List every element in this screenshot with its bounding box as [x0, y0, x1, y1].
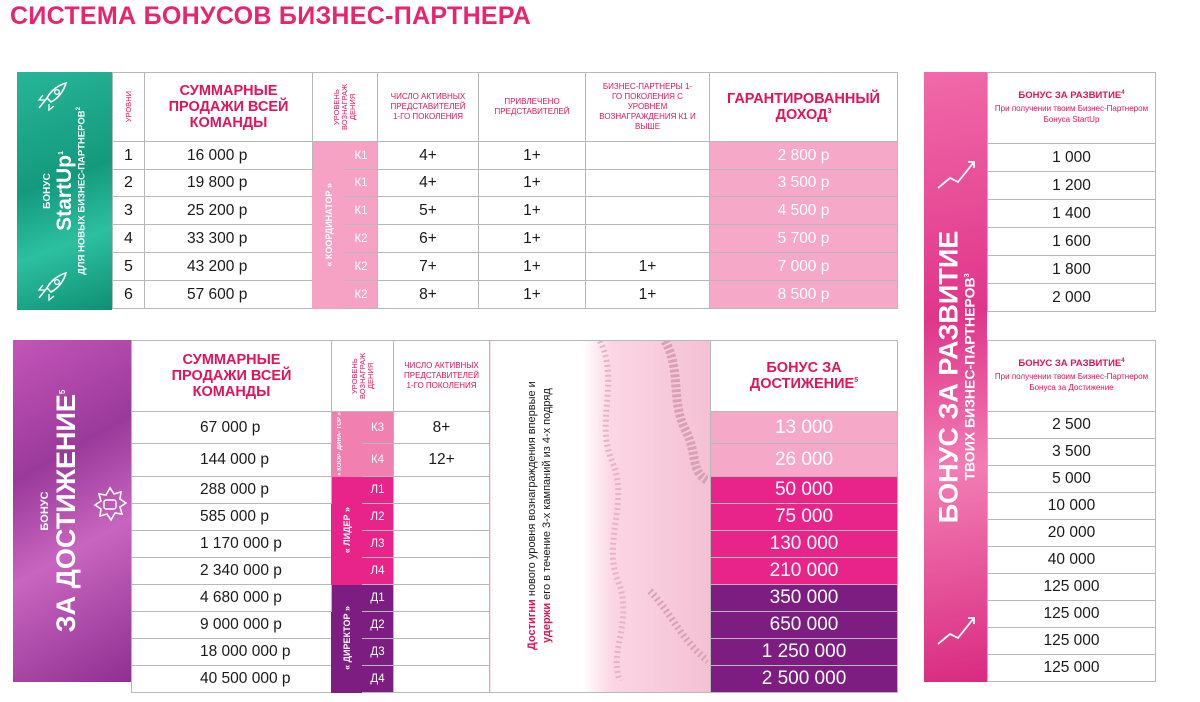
- development-banner: БОНУС ЗА РАЗВИТИЕ ТВОИХ БИЗНЕС-ПАРТНЕРОВ$^3$: [924, 72, 987, 682]
- col-partners-header: БИЗНЕС-ПАРТНЕРЫ 1-ГО ПОКОЛЕНИЯ С УРОВНЕМ ВОЗНАГРАЖДЕНИЯ К1 И ВЫШЕ: [599, 82, 696, 131]
- table-row: 144 000 р К4 12+ 26 000: [132, 444, 898, 476]
- startup-table: УРОВНИ СУММАРНЫЕ ПРОДАЖИ ВСЕЙ КОМАНДЫ УРОВЕНЬ ВОЗНАГРАЖ ДЕНИЯ ЧИСЛО АКТИВНЫХ ПРЕДСТАВИТЕЛЕЙ 1-ГО ПОКОЛЕНИЯ ПРИВЛЕЧЕНО ПРЕДСТАВИТЕЛЕЙ БИЗНЕС-ПАРТНЕРЫ 1-ГО ПОКОЛЕНИЯ С УРОВНЕМ ВОЗНАГРАЖДЕНИЯ К1 И ВЫШЕ ГАРАНТИРОВАННЫЙ ДОХОД$^3$ 1 16 000 р « КООРДИНАТОР » К1 4+ 1+ 2 800 р 2 19 800 р К1 4+ 1+ 3 500 р 3 25 200 р К1 5+ 1+ 4 500 р 4 33 300 р К2 6+ 1+ 5 700 р 5 43 200 р К2 7+ 1+ 1+ 7 000 р 6 57 600 р К2 8+ 1+ 1+ 8 500 р: [112, 72, 898, 309]
- achievement-table: СУММАРНЫЕ ПРОДАЖИ ВСЕЙ КОМАНДЫ УРОВЕНЬ ВОЗНАГРАЖ ДЕНИЯ ЧИСЛО АКТИВНЫХ ПРЕДСТАВИТЕЛЕЙ 1-ГО ПОКОЛЕНИЯ Достигни нового уровня вознаграждения впервые и удержи его в течение 3-х кампаний из 4-х подряд БОНУС ЗА ДОСТИЖЕНИЕ$^5$ 67 000 р « КООР- ДИНА- ТОР » К3 8+ 13 000 144 000 р К4 12+ 26 000 288 000 р « ЛИДЕР » Л1 50 000 585 000 р Л2 75 000 1 170 000 р Л3 130 000 2 340 000 р Л4 210 000 4 680 000 р « ДИРЕКТОР » Д1 350 000 9 000 000 р Д2 650 000 18 000 000 р Д3 1 250 000 40 500 000 р Д4 2 500 000: [131, 340, 898, 693]
- table-row: 4 680 000 р « ДИРЕКТОР » Д1 350 000: [132, 584, 898, 611]
- table-row: 3 25 200 р К1 5+ 1+ 4 500 р: [113, 197, 898, 225]
- development-banner-line2: ТВОИХ БИЗНЕС-ПАРТНЕРОВ: [961, 277, 978, 481]
- achievement-banner-line1: БОНУС: [39, 491, 52, 531]
- col-sales-header: СУММАРНЫЕ ПРОДАЖИ ВСЕЙ КОМАНДЫ: [171, 351, 292, 401]
- leader-group: « ЛИДЕР »: [332, 476, 362, 584]
- table-row: 1 800: [988, 256, 1156, 284]
- table-row: 1 600: [988, 228, 1156, 256]
- col-reward-level-header: УРОВЕНЬ ВОЗНАГРАЖ ДЕНИЯ: [349, 352, 375, 400]
- table-row: 125 000: [988, 574, 1156, 601]
- table-row: 585 000 р Л2 75 000: [132, 503, 898, 530]
- development-top-title: БОНУС ЗА РАЗВИТИЕ: [1018, 90, 1122, 102]
- chart-growth-icon: [934, 612, 978, 648]
- startup-banner-line2: StartUp: [52, 155, 76, 231]
- table-row: 5 000: [988, 466, 1156, 493]
- startup-banner-line3: ДЛЯ НОВЫХ БИЗНЕС-ПАРТНЕРОВ: [75, 110, 87, 275]
- development-bottom-subtitle: При получении твоим Бизнес-Партнером Бонуса за Достижение: [994, 372, 1149, 393]
- table-row: 2 19 800 р К1 4+ 1+ 3 500 р: [113, 170, 898, 197]
- table-row: 2 000: [988, 284, 1156, 312]
- table-row: 67 000 р « КООР- ДИНА- ТОР » К3 8+ 13 000: [132, 412, 898, 444]
- table-row: 288 000 р « ЛИДЕР » Л1 50 000: [132, 476, 898, 503]
- col-active-header: ЧИСЛО АКТИВНЫХ ПРЕДСТАВИТЕЛЕЙ 1-ГО ПОКОЛЕНИЯ: [404, 361, 479, 390]
- achievement-note: Достигни нового уровня вознаграждения впервые и удержи его в течение 3-х кампаний из 4-х подряд: [526, 381, 553, 651]
- development-startup-table: БОНУС ЗА РАЗВИТИЕ$^4$ При получении твоим Бизнес-Партнером Бонуса StartUp 1 000 1 200 1 400 1 600 1 800 2 000: [987, 72, 1156, 312]
- development-achievement-table: БОНУС ЗА РАЗВИТИЕ$^4$ При получении твоим Бизнес-Партнером Бонуса за Достижение 2 500 3 500 5 000 10 000 20 000 40 000 125 000 125 000 125 000 125 000: [987, 340, 1156, 682]
- table-row: 10 000: [988, 493, 1156, 520]
- table-row: 125 000: [988, 655, 1156, 682]
- table-row: 40 000: [988, 547, 1156, 574]
- achievement-banner-line2: ЗА ДОСТИЖЕНИЕ: [50, 394, 81, 633]
- director-group: « ДИРЕКТОР »: [332, 584, 362, 692]
- col-active-header: ЧИСЛО АКТИВНЫХ ПРЕДСТАВИТЕЛЕЙ 1-ГО ПОКОЛЕНИЯ: [390, 92, 466, 121]
- col-levels-header: УРОВНИ: [123, 91, 133, 123]
- table-row: 9 000 000 р Д2 650 000: [132, 611, 898, 638]
- development-banner-line1: БОНУС ЗА РАЗВИТИЕ: [932, 230, 963, 524]
- table-row: 125 000: [988, 628, 1156, 655]
- table-row: 5 43 200 р К2 7+ 1+ 1+ 7 000 р: [113, 253, 898, 281]
- chart-growth-icon: [934, 156, 978, 192]
- powder-texture: [590, 341, 708, 681]
- col-attracted-header: ПРИВЛЕЧЕНО ПРЕДСТАВИТЕЛЕЙ: [494, 97, 570, 116]
- fist-badge-icon: [93, 486, 127, 526]
- table-row: 1 200: [988, 172, 1156, 200]
- development-bottom-title: БОНУС ЗА РАЗВИТИЕ: [1018, 358, 1122, 370]
- table-row: 2 500: [988, 412, 1156, 439]
- col-reward-level-header: УРОВЕНЬ ВОЗНАГРАЖ ДЕНИЯ: [332, 83, 357, 131]
- col-sales-header: СУММАРНЫЕ ПРОДАЖИ ВСЕЙ КОМАНДЫ: [168, 82, 289, 132]
- table-row: 2 340 000 р Л4 210 000: [132, 557, 898, 584]
- achievement-note-panel: [490, 341, 711, 693]
- table-row: 1 000: [988, 144, 1156, 172]
- table-row: 18 000 000 р Д3 1 250 000: [132, 638, 898, 665]
- development-top-subtitle: При получении твоим Бизнес-Партнером Бонуса StartUp: [994, 104, 1149, 125]
- table-row: 1 400: [988, 200, 1156, 228]
- achievement-banner: БОНУС ЗА ДОСТИЖЕНИЕ$^5$: [13, 340, 131, 682]
- coordinator-group: « КООРДИНАТОР »: [313, 142, 345, 309]
- coord-group: « КООР- ДИНА- ТОР »: [332, 412, 362, 477]
- table-row: 1 170 000 р Л3 130 000: [132, 530, 898, 557]
- col-bonus-header: БОНУС ЗА ДОСТИЖЕНИЕ: [749, 359, 855, 392]
- table-row: 6 57 600 р К2 8+ 1+ 1+ 8 500 р: [113, 281, 898, 309]
- table-row: 40 500 000 р Д4 2 500 000: [132, 665, 898, 692]
- startup-banner-line1: БОНУС: [41, 173, 53, 209]
- table-row: 125 000: [988, 601, 1156, 628]
- table-row: 1 16 000 р « КООРДИНАТОР » К1 4+ 1+ 2 800 р: [113, 142, 898, 170]
- table-row: 3 500: [988, 439, 1156, 466]
- startup-banner: БОНУС StartUp$^1$ ДЛЯ НОВЫХ БИЗНЕС-ПАРТНЕРОВ$^2$: [17, 72, 112, 310]
- page-title: СИСТЕМА БОНУСОВ БИЗНЕС-ПАРТНЕРА: [10, 2, 532, 30]
- col-income-header: ГАРАНТИРОВАННЫЙ ДОХОД: [727, 90, 880, 123]
- table-row: 20 000: [988, 520, 1156, 547]
- table-row: 4 33 300 р К2 6+ 1+ 5 700 р: [113, 225, 898, 253]
